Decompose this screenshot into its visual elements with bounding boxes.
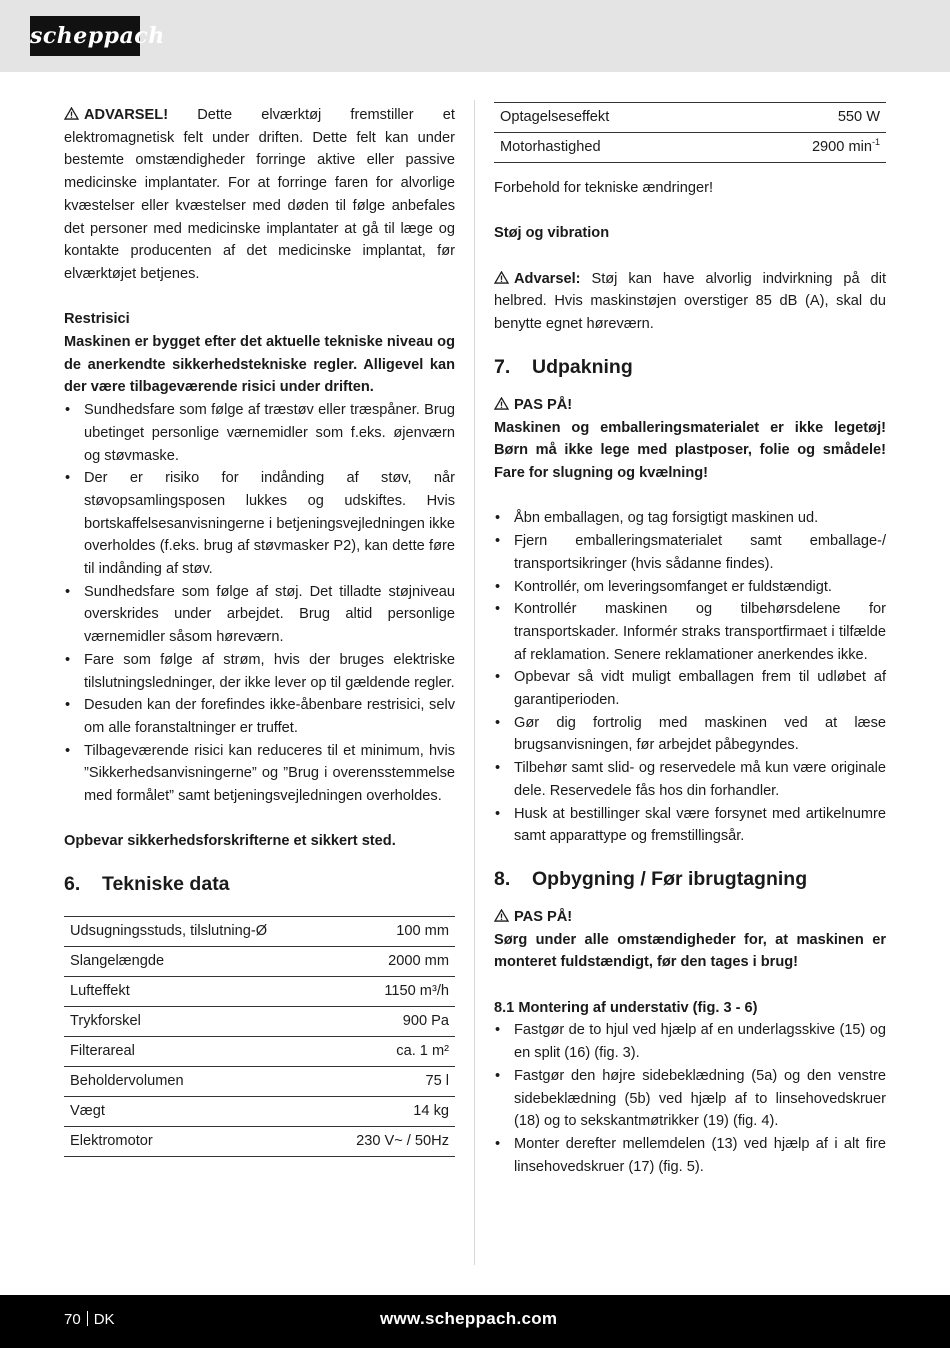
table-row [494,133,886,163]
noise-warning-paragraph [494,268,886,336]
tech-data-table-continued [494,102,886,163]
caution-label: PAS PÅ! [494,394,886,417]
column-divider [474,100,475,1265]
tech-data-table [64,916,455,1157]
table-cell-value: 1150 m³/h [324,977,455,1007]
table-cell-value: 2900 $\min^{-1}$ [730,133,886,163]
table-row [64,947,455,977]
mount-list [494,1019,886,1178]
website-link[interactable]: www.scheppach.com [380,1309,558,1328]
restrisici-heading: Restrisici [64,311,130,328]
list-item: • Fare som følge af strøm, hvis der bruges elektriske tilslutningsledninger, der ikke lever op til gældende regler. [64,649,455,694]
section-6-heading: 6. Tekniske data [64,873,230,896]
list-item: • Sundhedsfare som følge af støj. Det tilladte støjniveau overskrides under arbejdet. Brug altid personlige værnemidler såsom høreværn. [64,581,455,649]
table-cell-label: Slangelængde [64,947,324,977]
list-item: • Der er risiko for indånding af støv, når støvopsamlingsposen lukkes og udskiftes. Hvis bortskaffelsesanvisningerne i betjeningsvejledningen ikke overholdes (f.eks. brug af støvmasker P2), kan dette føre til indånding af støv. [64,467,455,581]
list-item: • Monter derefter mellemdelen (13) ved hjælp af i alt fire linsehovedskruer (17) (fig. 5). [494,1133,886,1178]
warning-triangle-icon [494,909,509,922]
table-row [64,917,455,947]
list-item: • Fastgør den højre sidebeklædning (5a) og den venstre sidebeklædning (5b) ved hjælp af to linsehovedskruer (18) og to sekskantmøtrikker (19) (fig. 4). [494,1065,886,1133]
brand-logo: scheppach [30,16,140,56]
table-row [494,103,886,133]
list-item: • Husk at bestillinger skal være forsynet med artikelnumre samt apparattype og fremstillingsår. [494,803,886,848]
warning-triangle-icon [494,397,509,410]
warning-label: ADVARSEL! [84,107,169,123]
list-item: • Kontrollér maskinen og tilbehørsdelene for transportskader. Informér straks transportfirmaet i tilfælde af reklamation. Senere reklamationer anerkendes ikke. [494,598,886,666]
table-row [64,1037,455,1067]
page-number: 70 DK [64,1311,115,1328]
list-item: • Gør dig fortrolig med maskinen ved at læse brugsanvisningen, før arbejdet påbegyndes. [494,712,886,757]
list-item: • Fastgør de to hjul ved hjælp af en underlagsskive (15) og en split (16) (fig. 3). [494,1019,886,1064]
table-row [64,1007,455,1037]
list-item: • Kontrollér, om leveringsomfanget er fuldstændigt. [494,576,886,599]
table-cell-value: 550 W [730,103,886,133]
table-cell-label: Filterareal [64,1037,324,1067]
table-cell-label: Beholdervolumen [64,1067,324,1097]
table-cell-value: 100 mm [324,917,455,947]
emf-warning-paragraph [64,104,455,286]
table-cell-value: 230 V~ / 50Hz [324,1127,455,1157]
table-cell-label: Udsugningsstuds, tilslutning-Ø [64,917,324,947]
warning-text: Støj kan have alvorlig indvirkning på dit helbred. Hvis maskinstøjen overstiger 85 dB (A), skal du benytte egnet høreværn. [494,270,886,333]
keep-safety-note: Opbevar sikkerhedsforskrifterne et sikkert sted. [64,833,396,850]
section-8-heading: 8. Opbygning / Før ibrugtagning [494,867,808,890]
table-cell-value: ca. 1 m² [324,1037,455,1067]
page-header [0,0,950,72]
page-footer [0,1295,950,1348]
table-cell-value: 900 Pa [324,1007,455,1037]
unpack-list [494,507,886,848]
list-item: • Opbevar så vidt muligt emballagen frem til udløbet af garantiperioden. [494,666,886,711]
table-cell-label: Elektromotor [64,1127,324,1157]
caution-label: PAS PÅ! [494,906,886,929]
table-cell-label: Trykforskel [64,1007,324,1037]
warning-label: Advarsel: [514,270,581,287]
reservation-note: Forbehold for tekniske ændringer! [494,180,714,196]
table-cell-value: 2000 mm [324,947,455,977]
table-cell-label: Lufteffekt [64,977,324,1007]
left-column [64,104,455,1157]
table-cell-value: 75 l [324,1067,455,1097]
list-item: • Sundhedsfare som følge af træstøv eller træspåner. Brug ubetinget personlige værnemidler som f.eks. øjenværn og støvmaske. [64,399,455,467]
table-row [64,1127,455,1157]
list-item: • Tilbageværende risici kan reduceres til et minimum, hvis ”Sikkerhedsanvisningerne” og ”Brug i overensstemmelse med formålet” samt betjeningsvejledningen overholdes. [64,740,455,808]
caution-text: Maskinen og emballeringsmaterialet er ikke legetøj! Børn må ikke lege med plastposer, folie og smådele! Fare for slugning og kvælning! [494,419,886,481]
noise-heading: Støj og vibration [494,225,610,242]
warning-triangle-icon [494,271,509,284]
list-item: • Tilbehør samt slid- og reservedele må kun være originale dele. Reservedele fås hos din forhandler. [494,757,886,802]
table-cell-label: Motorhastighed [494,133,730,163]
table-cell-label: Vægt [64,1097,324,1127]
subsection-8-1-heading: 8.1 Montering af understativ (fig. 3 - 6) [494,999,758,1016]
restrisici-intro: Maskinen er bygget efter det aktuelle tekniske niveau og de anerkendte sikkerhedstekniske regler. Alligevel kan der være tilbageværende risici under driften. [64,334,455,396]
caution-text: Sørg under alle omstændigheder for, at maskinen er monteret fuldstændigt, før den tages i brug! [494,931,886,971]
table-cell-value: 14 kg [324,1097,455,1127]
right-column [494,102,886,1178]
section-7-heading: 7. Udpakning [494,355,633,378]
list-item: • Åbn emballagen, og tag forsigtigt maskinen ud. [494,507,886,530]
warning-text: Dette elværktøj fremstiller et elektromagnetisk felt under driften. Dette felt kan under bestemte omstændigheder forringe aktive eller passive medicinske implantater. For at forringe faren for alvorlige kvæstelser eller kvæstelser med døden til følge anbefales det personer med medicinske implantater at gå til læge og kontakte producenten af det medicinske implantat, før elværktøjet betjenes. [64,107,455,282]
list-item: • Fjern emballeringsmaterialet samt emballage-/ transportsikringer (hvis sådanne findes). [494,530,886,575]
table-row [64,1067,455,1097]
warning-triangle-icon [64,107,79,120]
list-item: • Desuden kan der forefindes ikke-åbenbare restrisici, selv om alle foranstaltninger er truffet. [64,694,455,739]
table-cell-label: Optagelseseffekt [494,103,730,133]
risk-list [64,399,455,808]
table-row [64,1097,455,1127]
table-row [64,977,455,1007]
